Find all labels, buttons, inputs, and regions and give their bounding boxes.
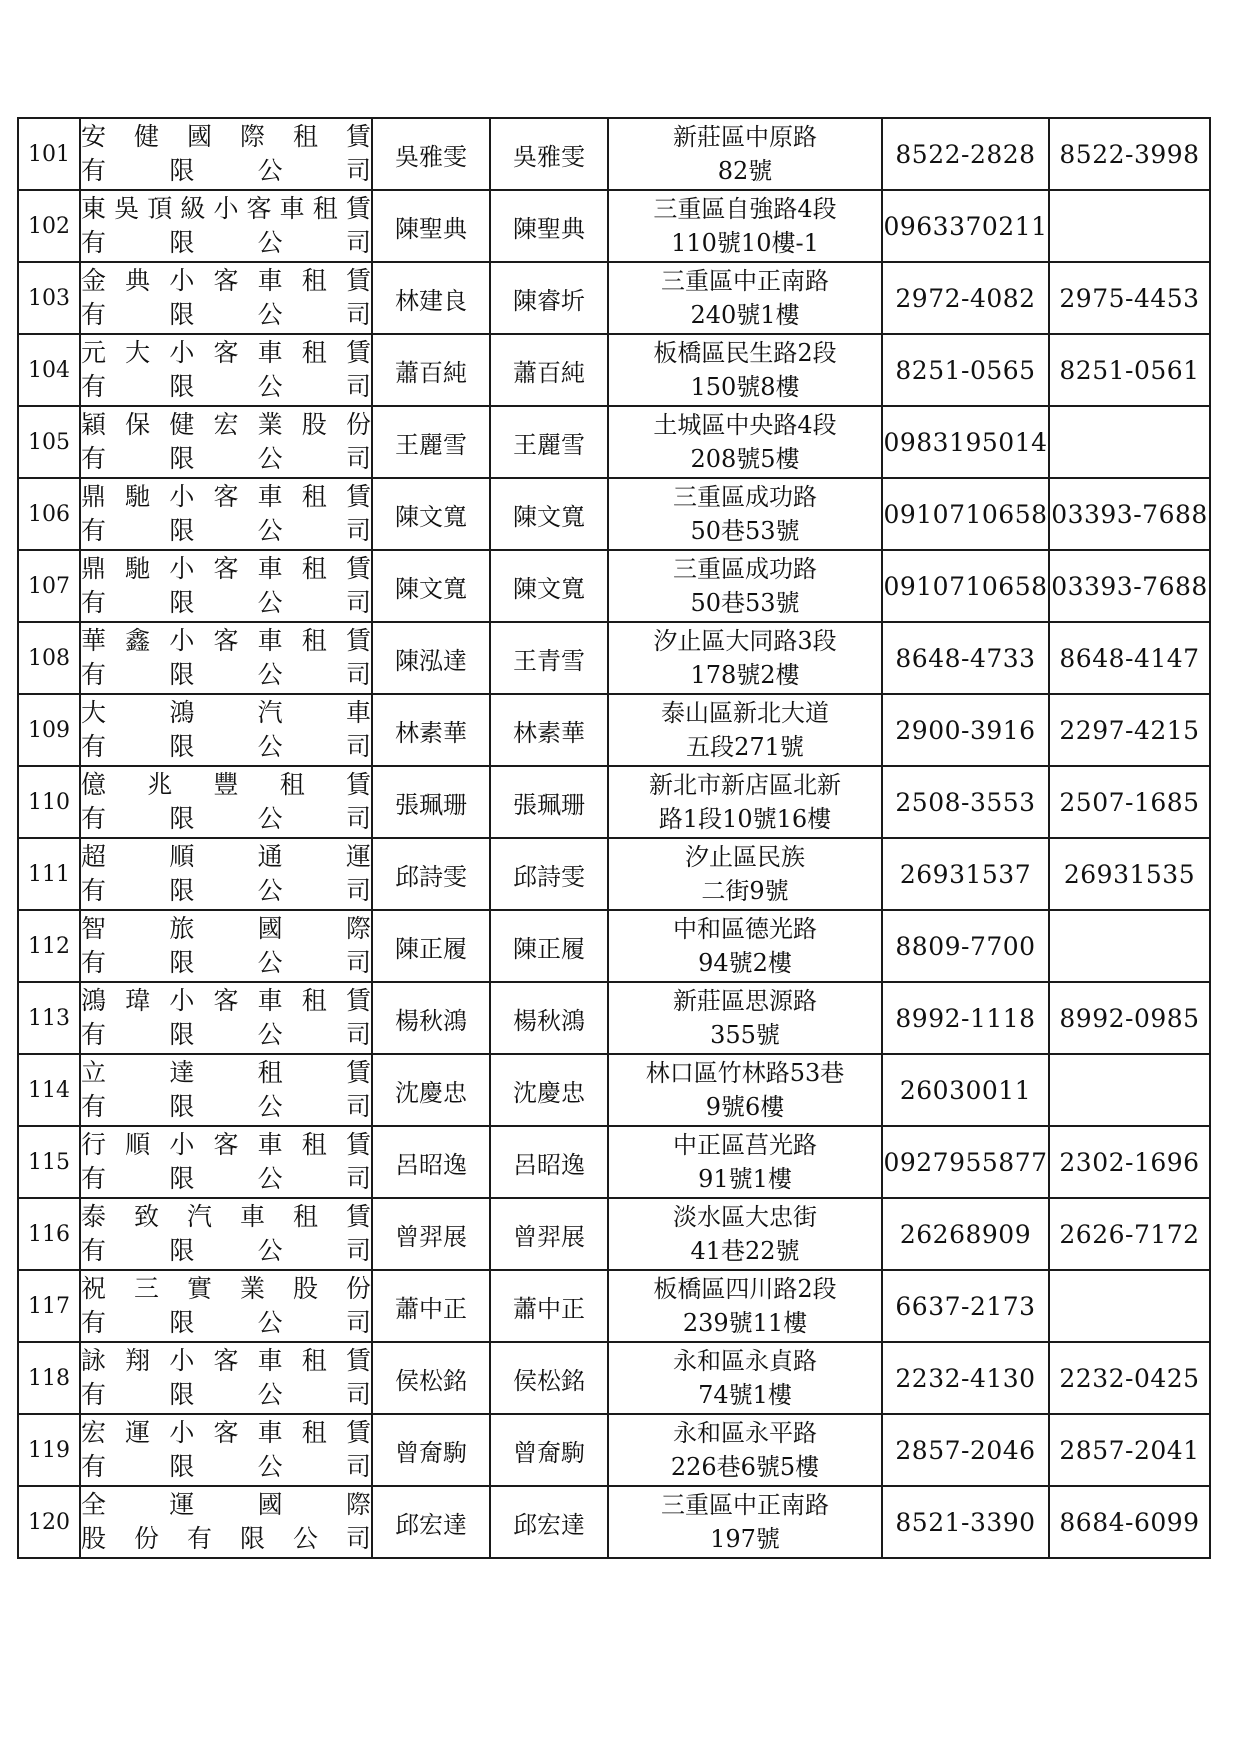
company-name-line: 鼎 馳 小 客 車 租 賃: [81, 554, 371, 583]
row-number: 110: [18, 766, 80, 838]
address-line: 中和區德光路: [673, 915, 817, 943]
address-cell: [608, 1414, 882, 1486]
address-line: 三重區成功路: [673, 555, 817, 583]
company-name-line: 有 限 公 司: [81, 1164, 371, 1193]
contact-name: 陳正履: [490, 910, 608, 982]
address-line: 路1段10號16樓: [658, 805, 832, 833]
table-row: [18, 1198, 1210, 1270]
address-line: 板橋區四川路2段: [653, 1275, 837, 1303]
company-name-line: 有 限 公 司: [81, 1092, 371, 1121]
address-line: 197號: [710, 1525, 780, 1553]
row-number: 116: [18, 1198, 80, 1270]
address-line: 土城區中央路4段: [653, 411, 837, 439]
company-name-line: 東 吳 頂 級 小 客 車 租 賃: [81, 194, 371, 223]
address-line: 239號11樓: [682, 1309, 808, 1337]
company-name-line: 超 順 通 運: [81, 842, 371, 871]
company-name-cell: [80, 406, 372, 478]
owner-name: 王麗雪: [372, 406, 490, 478]
address-cell: [608, 262, 882, 334]
address-line: 94號2樓: [698, 949, 792, 977]
table-row: [18, 766, 1210, 838]
company-name-line: 大 鴻 汽 車: [81, 698, 371, 727]
phone-number: 8648-4733: [882, 622, 1049, 694]
company-name-line: 有 限 公 司: [81, 1380, 371, 1409]
fax-number: [1049, 406, 1210, 478]
address-line: 新莊區思源路: [673, 987, 817, 1015]
phone-number: 26931537: [882, 838, 1049, 910]
address-line: 板橋區民生路2段: [653, 339, 837, 367]
contact-name: 邱詩雯: [490, 838, 608, 910]
company-name-line: 有 限 公 司: [81, 228, 371, 257]
company-name-cell: [80, 1198, 372, 1270]
phone-number: 2232-4130: [882, 1342, 1049, 1414]
address-line: 淡水區大忠街: [673, 1203, 817, 1231]
company-name-line: 鴻 瑋 小 客 車 租 賃: [81, 986, 371, 1015]
company-name-line: 有 限 公 司: [81, 660, 371, 689]
address-cell: [608, 694, 882, 766]
company-name-line: 智 旅 國 際: [81, 914, 371, 943]
row-number: 102: [18, 190, 80, 262]
contact-name: 王麗雪: [490, 406, 608, 478]
table-row: [18, 622, 1210, 694]
phone-number: 8992-1118: [882, 982, 1049, 1054]
table-row: [18, 1270, 1210, 1342]
address-line: 110號10樓-1: [671, 229, 819, 257]
address-line: 三重區自強路4段: [653, 195, 837, 223]
fax-number: [1049, 910, 1210, 982]
company-name-line: 鼎 馳 小 客 車 租 賃: [81, 482, 371, 511]
fax-number: 2857-2041: [1049, 1414, 1210, 1486]
contact-name: 吳雅雯: [490, 118, 608, 190]
company-name-cell: [80, 1342, 372, 1414]
company-name-line: 億 兆 豐 租 賃: [81, 770, 371, 799]
company-name-line: 宏 運 小 客 車 租 賃: [81, 1418, 371, 1447]
address-line: 9號6樓: [705, 1093, 785, 1121]
table-row: [18, 838, 1210, 910]
owner-name: 林建良: [372, 262, 490, 334]
fax-number: 2507-1685: [1049, 766, 1210, 838]
contact-name: 王青雪: [490, 622, 608, 694]
row-number: 112: [18, 910, 80, 982]
table-row: [18, 1126, 1210, 1198]
contact-name: 蕭中正: [490, 1270, 608, 1342]
table-row: [18, 334, 1210, 406]
contact-name: 陳聖典: [490, 190, 608, 262]
owner-name: 張珮珊: [372, 766, 490, 838]
owner-name: 呂昭逸: [372, 1126, 490, 1198]
fax-number: 2232-0425: [1049, 1342, 1210, 1414]
contact-name: 邱宏達: [490, 1486, 608, 1558]
company-table: [17, 117, 1211, 1559]
address-line: 355號: [710, 1021, 780, 1049]
address-cell: [608, 838, 882, 910]
address-cell: [608, 1270, 882, 1342]
address-line: 中正區莒光路: [673, 1131, 817, 1159]
address-cell: [608, 1198, 882, 1270]
fax-number: 8684-6099: [1049, 1486, 1210, 1558]
table-row: [18, 1414, 1210, 1486]
table-row: [18, 118, 1210, 190]
company-name-line: 有 限 公 司: [81, 300, 371, 329]
row-number: 111: [18, 838, 80, 910]
address-cell: [608, 1342, 882, 1414]
contact-name: 曾奝駒: [490, 1414, 608, 1486]
phone-number: 8251-0565: [882, 334, 1049, 406]
phone-number: 26030011: [882, 1054, 1049, 1126]
company-name-cell: [80, 838, 372, 910]
table-row: [18, 1342, 1210, 1414]
company-name-line: 有 限 公 司: [81, 588, 371, 617]
address-line: 永和區永平路: [673, 1419, 817, 1447]
contact-name: 呂昭逸: [490, 1126, 608, 1198]
company-name-line: 有 限 公 司: [81, 1236, 371, 1265]
table-row: [18, 478, 1210, 550]
owner-name: 陳文寬: [372, 550, 490, 622]
address-line: 三重區成功路: [673, 483, 817, 511]
company-name-line: 有 限 公 司: [81, 156, 371, 185]
company-name-line: 有 限 公 司: [81, 1308, 371, 1337]
fax-number: 8992-0985: [1049, 982, 1210, 1054]
contact-name: 陳睿圻: [490, 262, 608, 334]
fax-number: [1049, 190, 1210, 262]
fax-number: 8251-0561: [1049, 334, 1210, 406]
address-line: 二街9號: [701, 877, 789, 905]
company-name-cell: [80, 910, 372, 982]
company-name-cell: [80, 1270, 372, 1342]
address-line: 240號1樓: [690, 301, 800, 329]
address-cell: [608, 550, 882, 622]
owner-name: 蕭百純: [372, 334, 490, 406]
owner-name: 林素華: [372, 694, 490, 766]
address-cell: [608, 334, 882, 406]
company-name-line: 金 典 小 客 車 租 賃: [81, 266, 371, 295]
row-number: 109: [18, 694, 80, 766]
table-body: [18, 118, 1210, 1558]
address-line: 新莊區中原路: [673, 123, 817, 151]
address-cell: [608, 1126, 882, 1198]
owner-name: 侯松銘: [372, 1342, 490, 1414]
row-number: 101: [18, 118, 80, 190]
address-line: 五段271號: [686, 733, 804, 761]
row-number: 103: [18, 262, 80, 334]
company-name-cell: [80, 190, 372, 262]
phone-number: 0963370211: [882, 190, 1049, 262]
owner-name: 吳雅雯: [372, 118, 490, 190]
company-name-cell: [80, 262, 372, 334]
owner-name: 曾羿展: [372, 1198, 490, 1270]
phone-number: 8809-7700: [882, 910, 1049, 982]
row-number: 119: [18, 1414, 80, 1486]
company-name-cell: [80, 550, 372, 622]
contact-name: 林素華: [490, 694, 608, 766]
company-name-cell: [80, 694, 372, 766]
company-name-line: 全 運 國 際: [81, 1490, 371, 1519]
address-line: 208號5樓: [690, 445, 800, 473]
phone-number: 8521-3390: [882, 1486, 1049, 1558]
owner-name: 沈慶忠: [372, 1054, 490, 1126]
company-name-line: 有 限 公 司: [81, 948, 371, 977]
company-name-line: 有 限 公 司: [81, 1020, 371, 1049]
owner-name: 曾奝駒: [372, 1414, 490, 1486]
row-number: 115: [18, 1126, 80, 1198]
address-cell: [608, 190, 882, 262]
row-number: 106: [18, 478, 80, 550]
fax-number: 03393-7688: [1049, 478, 1210, 550]
fax-number: 2975-4453: [1049, 262, 1210, 334]
table-row: [18, 1486, 1210, 1558]
owner-name: 陳聖典: [372, 190, 490, 262]
fax-number: 2302-1696: [1049, 1126, 1210, 1198]
phone-number: 0927955877: [882, 1126, 1049, 1198]
row-number: 108: [18, 622, 80, 694]
company-name-cell: [80, 118, 372, 190]
address-line: 82號: [717, 157, 773, 185]
table-row: [18, 1054, 1210, 1126]
company-name-cell: [80, 622, 372, 694]
row-number: 104: [18, 334, 80, 406]
owner-name: 邱詩雯: [372, 838, 490, 910]
phone-number: 2508-3553: [882, 766, 1049, 838]
owner-name: 陳泓達: [372, 622, 490, 694]
company-name-line: 股 份 有 限 公 司: [81, 1524, 371, 1553]
phone-number: 2900-3916: [882, 694, 1049, 766]
phone-number: 0910710658: [882, 550, 1049, 622]
fax-number: 2297-4215: [1049, 694, 1210, 766]
address-line: 50巷53號: [690, 589, 800, 617]
contact-name: 陳文寬: [490, 478, 608, 550]
address-cell: [608, 118, 882, 190]
phone-number: 26268909: [882, 1198, 1049, 1270]
owner-name: 楊秋鴻: [372, 982, 490, 1054]
contact-name: 曾羿展: [490, 1198, 608, 1270]
table-row: [18, 262, 1210, 334]
address-cell: [608, 478, 882, 550]
table-row: [18, 910, 1210, 982]
phone-number: 2972-4082: [882, 262, 1049, 334]
row-number: 107: [18, 550, 80, 622]
fax-number: 8648-4147: [1049, 622, 1210, 694]
company-name-cell: [80, 982, 372, 1054]
fax-number: 2626-7172: [1049, 1198, 1210, 1270]
address-cell: [608, 910, 882, 982]
address-line: 三重區中正南路: [661, 1491, 829, 1519]
address-line: 41巷22號: [690, 1237, 800, 1265]
company-name-line: 有 限 公 司: [81, 876, 371, 905]
row-number: 117: [18, 1270, 80, 1342]
company-name-line: 安 健 國 際 租 賃: [81, 122, 371, 151]
address-line: 泰山區新北大道: [661, 699, 829, 727]
company-name-line: 華 鑫 小 客 車 租 賃: [81, 626, 371, 655]
company-name-line: 詠 翔 小 客 車 租 賃: [81, 1346, 371, 1375]
address-line: 新北市新店區北新: [649, 771, 841, 799]
contact-name: 楊秋鴻: [490, 982, 608, 1054]
address-line: 永和區永貞路: [673, 1347, 817, 1375]
address-line: 三重區中正南路: [661, 267, 829, 295]
address-line: 226巷6號5樓: [670, 1453, 820, 1481]
address-line: 汐止區民族: [685, 843, 805, 871]
company-name-line: 穎 保 健 宏 業 股 份: [81, 410, 371, 439]
address-cell: [608, 982, 882, 1054]
phone-number: 0910710658: [882, 478, 1049, 550]
row-number: 118: [18, 1342, 80, 1414]
table-row: [18, 982, 1210, 1054]
company-name-line: 有 限 公 司: [81, 804, 371, 833]
table-row: [18, 190, 1210, 262]
row-number: 113: [18, 982, 80, 1054]
row-number: 105: [18, 406, 80, 478]
company-name-line: 立 達 租 賃: [81, 1058, 371, 1087]
address-line: 汐止區大同路3段: [653, 627, 837, 655]
fax-number: [1049, 1270, 1210, 1342]
table-row: [18, 694, 1210, 766]
company-name-cell: [80, 334, 372, 406]
address-line: 150號8樓: [690, 373, 800, 401]
contact-name: 張珮珊: [490, 766, 608, 838]
owner-name: 陳正履: [372, 910, 490, 982]
phone-number: 0983195014: [882, 406, 1049, 478]
company-name-cell: [80, 1486, 372, 1558]
company-name-line: 有 限 公 司: [81, 444, 371, 473]
fax-number: 03393-7688: [1049, 550, 1210, 622]
company-name-cell: [80, 1054, 372, 1126]
address-cell: [608, 1486, 882, 1558]
fax-number: 26931535: [1049, 838, 1210, 910]
address-line: 74號1樓: [698, 1381, 792, 1409]
company-name-line: 祝 三 實 業 股 份: [81, 1274, 371, 1303]
address-line: 林口區竹林路53巷: [645, 1059, 845, 1087]
company-name-cell: [80, 766, 372, 838]
owner-name: 陳文寬: [372, 478, 490, 550]
table-row: [18, 406, 1210, 478]
owner-name: 邱宏達: [372, 1486, 490, 1558]
phone-number: 8522-2828: [882, 118, 1049, 190]
address-cell: [608, 406, 882, 478]
address-line: 91號1樓: [698, 1165, 792, 1193]
address-cell: [608, 1054, 882, 1126]
company-name-line: 行 順 小 客 車 租 賃: [81, 1130, 371, 1159]
company-name-line: 有 限 公 司: [81, 372, 371, 401]
company-name-line: 有 限 公 司: [81, 1452, 371, 1481]
address-line: 50巷53號: [690, 517, 800, 545]
contact-name: 侯松銘: [490, 1342, 608, 1414]
fax-number: [1049, 1054, 1210, 1126]
row-number: 114: [18, 1054, 80, 1126]
address-cell: [608, 622, 882, 694]
company-name-line: 元 大 小 客 車 租 賃: [81, 338, 371, 367]
contact-name: 陳文寬: [490, 550, 608, 622]
contact-name: 沈慶忠: [490, 1054, 608, 1126]
owner-name: 蕭中正: [372, 1270, 490, 1342]
company-name-line: 泰 致 汽 車 租 賃: [81, 1202, 371, 1231]
phone-number: 2857-2046: [882, 1414, 1049, 1486]
row-number: 120: [18, 1486, 80, 1558]
company-name-line: 有 限 公 司: [81, 732, 371, 761]
company-name-cell: [80, 478, 372, 550]
company-name-line: 有 限 公 司: [81, 516, 371, 545]
phone-number: 6637-2173: [882, 1270, 1049, 1342]
table-row: [18, 550, 1210, 622]
contact-name: 蕭百純: [490, 334, 608, 406]
fax-number: 8522-3998: [1049, 118, 1210, 190]
company-name-cell: [80, 1414, 372, 1486]
address-cell: [608, 766, 882, 838]
address-line: 178號2樓: [690, 661, 800, 689]
company-name-cell: [80, 1126, 372, 1198]
